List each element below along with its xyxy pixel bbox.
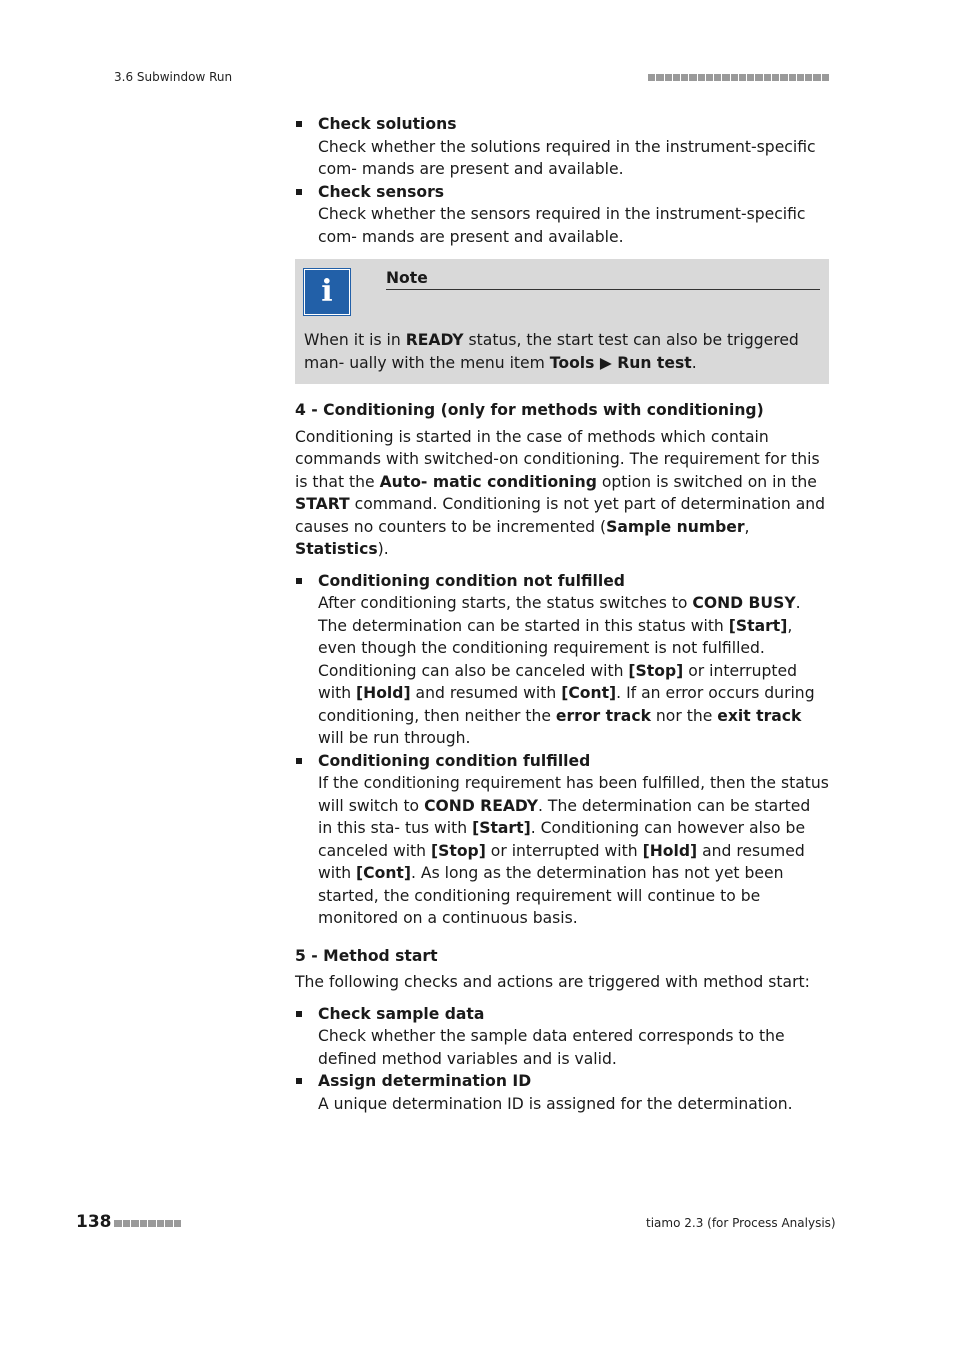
section-heading: 5 - Method start <box>295 946 438 965</box>
note-title: Note <box>386 267 820 290</box>
list-item <box>295 113 829 181</box>
paragraph: The following checks and actions are triggered with method start: <box>295 973 810 991</box>
page-content <box>295 113 829 1115</box>
bullet-icon <box>296 121 302 127</box>
list-item-body: If the conditioning requirement has been fulfilled, then the status will switch to COND READY. The determination can be started in this sta- tus with [Start]. Conditioning can however also be canceled with [Stop] or interrupted with [Hold] and resumed with [Cont]. As long as the determination has not yet been started, the conditioning requirement will continue to be monitored on a continuous basis. <box>318 774 829 927</box>
paragraph: Conditioning is started in the case of methods which contain commands with switched-on conditioning. The requirement for this is that the Auto- matic conditioning option is switched on in the START command. Conditioning is not yet part of determination and causes no counters to be incremented (Sample number, Statistics). <box>295 427 826 558</box>
list-item-body: Check whether the sample data entered corresponds to the defined method variables and is valid. <box>318 1027 785 1068</box>
list-item-title: Check solutions <box>318 115 457 133</box>
list-item <box>295 1003 829 1071</box>
running-header-section: 3.6 Subwindow Run <box>114 70 233 84</box>
footer-product: tiamo 2.3 (for Process Analysis) <box>646 1216 836 1230</box>
bullet-icon <box>296 1011 302 1017</box>
list-item-title: Assign determination ID <box>318 1072 532 1090</box>
info-icon: i <box>304 269 350 315</box>
list-item <box>295 750 829 930</box>
list-item <box>295 1070 829 1115</box>
bullet-icon <box>296 189 302 195</box>
list-item-title: Conditioning condition not fulfilled <box>318 571 625 590</box>
list-item-body: After conditioning starts, the status switches to COND BUSY. The determination can be started in this status with [Start], even though the conditioning requirement is not fulfilled. Conditioning can also be canceled with [Stop] or interrupted with [Hold] and resumed with [Cont]. If an error occurs during conditioning, then neither the error track nor the exit track will be run through. <box>318 594 815 747</box>
section-heading: 4 - Conditioning (only for methods with conditioning) <box>295 401 764 419</box>
list-item-body: Check whether the sensors required in the instrument-specific com- mands are present and available. <box>318 205 806 246</box>
list-item-title: Check sensors <box>318 182 445 201</box>
list-item <box>295 181 829 249</box>
bullet-icon <box>296 758 302 764</box>
bullet-icon <box>296 1078 302 1084</box>
note-box <box>295 259 829 384</box>
list-item <box>295 570 829 750</box>
header-decoration <box>648 74 829 81</box>
list-item-title: Check sample data <box>318 1004 485 1023</box>
footer-decoration <box>114 1220 181 1227</box>
list-item-title: Conditioning condition fulfilled <box>318 751 591 770</box>
page-number: 138 <box>76 1212 112 1232</box>
list-item-body: A unique determination ID is assigned for the determination. <box>318 1094 793 1113</box>
note-text: When it is in READY status, the start test can also be triggered man- ually with the menu item Tools ▶ Run test. <box>304 331 799 372</box>
bullet-icon <box>296 578 302 584</box>
list-item-body: Check whether the solutions required in the instrument-specific com- mands are present and available. <box>318 137 816 178</box>
